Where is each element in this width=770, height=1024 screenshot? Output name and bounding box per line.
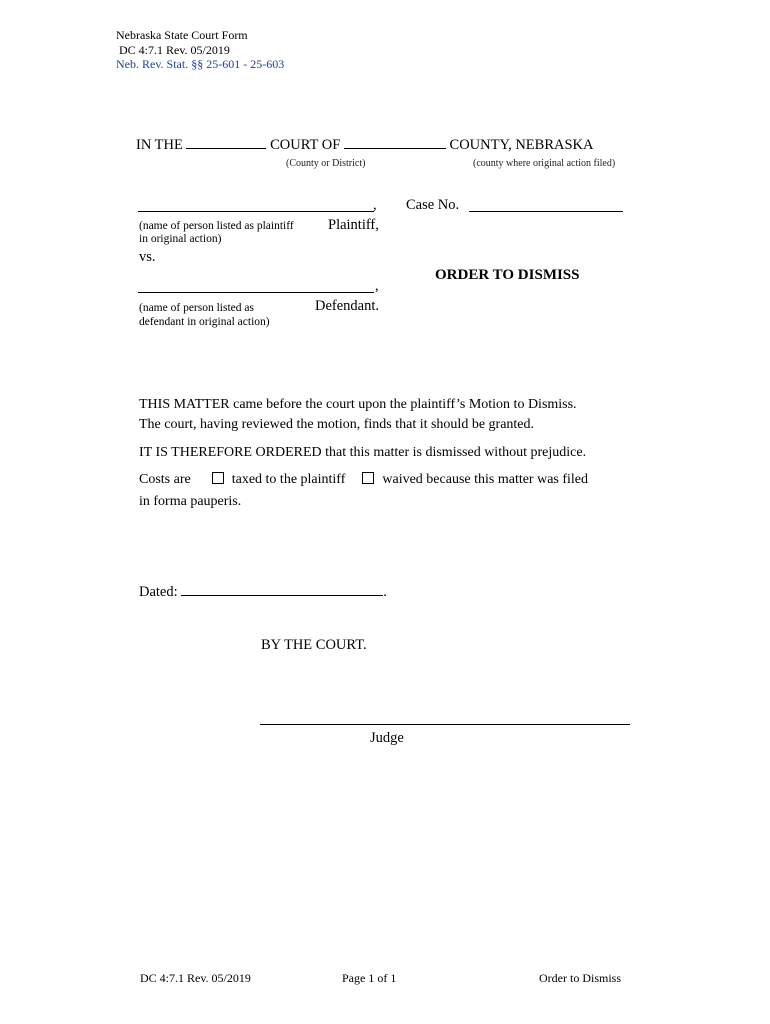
costs-label: Costs are	[139, 472, 191, 487]
form-number: DC 4:7.1 Rev. 05/2019	[119, 43, 230, 57]
plaintiff-caption-line1: (name of person listed as plaintiff	[139, 220, 294, 232]
date-blank[interactable]	[181, 582, 383, 596]
case-no-line[interactable]	[469, 211, 623, 212]
taxed-checkbox[interactable]	[212, 472, 224, 484]
plaintiff-comma: ,	[373, 197, 377, 213]
plaintiff-name-line[interactable]	[138, 211, 374, 212]
by-the-court: BY THE COURT.	[261, 637, 367, 653]
county-blank[interactable]	[344, 135, 446, 149]
waived-option-label: waived because this matter was filed	[382, 472, 589, 487]
waived-checkbox[interactable]	[362, 472, 374, 484]
court-type-blank[interactable]	[186, 135, 266, 149]
defendant-comma: ,	[375, 278, 379, 294]
case-no-label: Case No.	[406, 197, 460, 213]
taxed-option-label: taxed to the plaintiff	[231, 472, 346, 487]
body-paragraph-1-line-1: THIS MATTER came before the court upon the plaintiff’s Motion to Dismiss.	[139, 397, 577, 412]
defendant-name-line[interactable]	[138, 292, 374, 293]
judge-label: Judge	[370, 730, 404, 746]
defendant-label: Defendant.	[315, 298, 380, 314]
document-title: ORDER TO DISMISS	[435, 267, 580, 283]
defendant-caption-line1: (name of person listed as	[139, 302, 254, 314]
court-line	[136, 135, 593, 154]
body-paragraph-1-line-2: The court, having reviewed the motion, finds that it should be granted.	[139, 417, 535, 432]
county-caption: (county where original action filed)	[473, 158, 616, 169]
footer-page-number: Page 1 of 1	[342, 971, 397, 985]
form-name: Nebraska State Court Form	[116, 28, 248, 42]
county-nebraska-label: COUNTY, NEBRASKA	[449, 137, 594, 153]
costs-line	[139, 468, 588, 491]
court-prefix: IN THE	[136, 137, 183, 153]
dated-label: Dated:	[139, 584, 178, 600]
dated-period: .	[383, 584, 387, 600]
plaintiff-label: Plaintiff,	[328, 217, 379, 233]
footer-form-number: DC 4:7.1 Rev. 05/2019	[140, 971, 251, 985]
plaintiff-caption-line2: in original action)	[139, 233, 222, 245]
statute-reference[interactable]: Neb. Rev. Stat. §§ 25-601 - 25-603	[116, 57, 285, 71]
dated-row	[139, 582, 387, 601]
costs-line-2: in forma pauperis.	[139, 494, 242, 509]
body-paragraph-2: IT IS THEREFORE ORDERED that this matter is dismissed without prejudice.	[139, 445, 587, 460]
court-caption: (County or District)	[286, 158, 366, 169]
judge-signature-line[interactable]	[260, 724, 630, 725]
defendant-caption-line2: defendant in original action)	[139, 316, 270, 328]
court-of-label: COURT OF	[270, 137, 341, 153]
footer-form-title: Order to Dismiss	[539, 971, 621, 985]
vs-label: vs.	[139, 249, 156, 265]
